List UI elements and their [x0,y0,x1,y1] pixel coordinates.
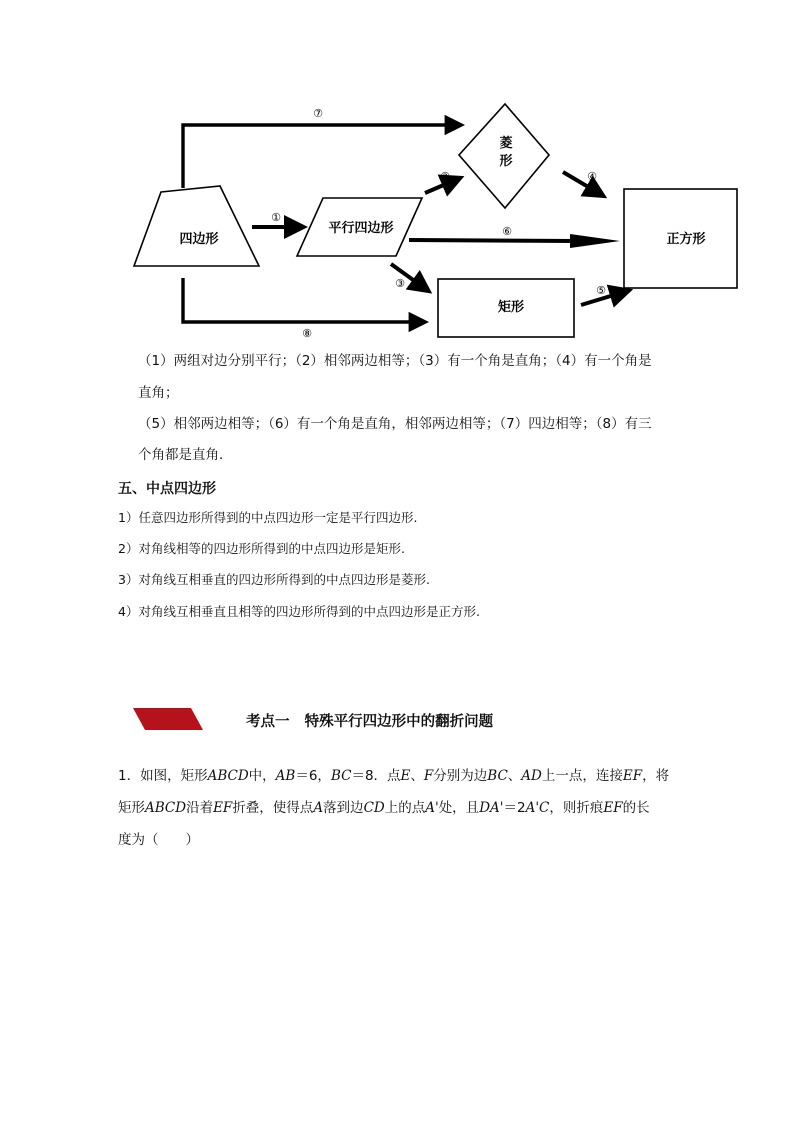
edge-6-arrowhead [570,234,620,248]
square-label: 正方形 [666,232,706,247]
edge-8-arrow [183,278,412,322]
question-line-3: 度为（ ） [118,832,199,848]
edge-5-label: ⑤ [596,284,606,297]
quadrilateral-label: 四边形 [179,232,219,247]
rectangle-label: 矩形 [497,300,525,315]
parallelogram-label: 平行四边形 [328,221,394,236]
edge-6-label: ⑥ [502,225,512,238]
edge-1-label: ① [271,211,281,224]
edge-4-label: ④ [587,170,597,183]
section-item-4: 4）对角线互相垂直且相等的四边形所得到的中点四边形是正方形. [118,604,480,619]
conditions-line-4: 个角都是直角． [138,447,233,463]
edge-7-arrow [183,125,448,188]
edge-2-label: ② [440,170,450,183]
topic-heading [246,710,493,731]
section-item-3: 3）对角线互相垂直的四边形所得到的中点四边形是菱形. [118,572,430,587]
rhombus-label-bottom: 形 [499,154,513,169]
conditions-line-3: （5）相邻两边相等；（6）有一个角是直角，相邻两边相等；（7）四边相等；（8）有三 [138,416,652,432]
topic-banner-shape [133,708,205,730]
quadrilateral-shape [134,186,259,266]
section-title: 五、中点四边形 [118,481,216,497]
topic-title: 特殊平行四边形中的翻折问题 [304,714,494,730]
question-line-1: 1．如图，矩形ABCD中，AB＝6，BC＝8．点E、F分别为边BC、AD上一点，连接EF，将 [118,768,670,784]
section-item-2: 2）对角线相等的四边形所得到的中点四边形是矩形. [118,541,405,556]
edge-6-arrow [409,240,574,241]
topic-label: 考点一 [246,714,290,730]
conditions-line-2: 直角； [138,385,179,401]
edge-8-label: ⑧ [302,327,312,340]
conditions-line-1: （1）两组对边分别平行；（2）相邻两边相等；（3）有一个角是直角；（4）有一个角是 [138,353,652,369]
section-item-1: 1）任意四边形所得到的中点四边形一定是平行四边形. [118,510,418,525]
quadrilateral-relationship-diagram [0,0,794,345]
question-line-2: 矩形ABCD沿着EF折叠，使得点A落到边CD上的点A'处，且DA'＝2A'C，则折痕EF的长 [118,800,650,816]
edge-3-label: ③ [395,277,405,290]
rhombus-label-top: 菱 [499,136,513,151]
edge-7-label: ⑦ [313,107,323,120]
edge-4-arrow [563,172,590,188]
edge-2-arrow [425,184,446,193]
